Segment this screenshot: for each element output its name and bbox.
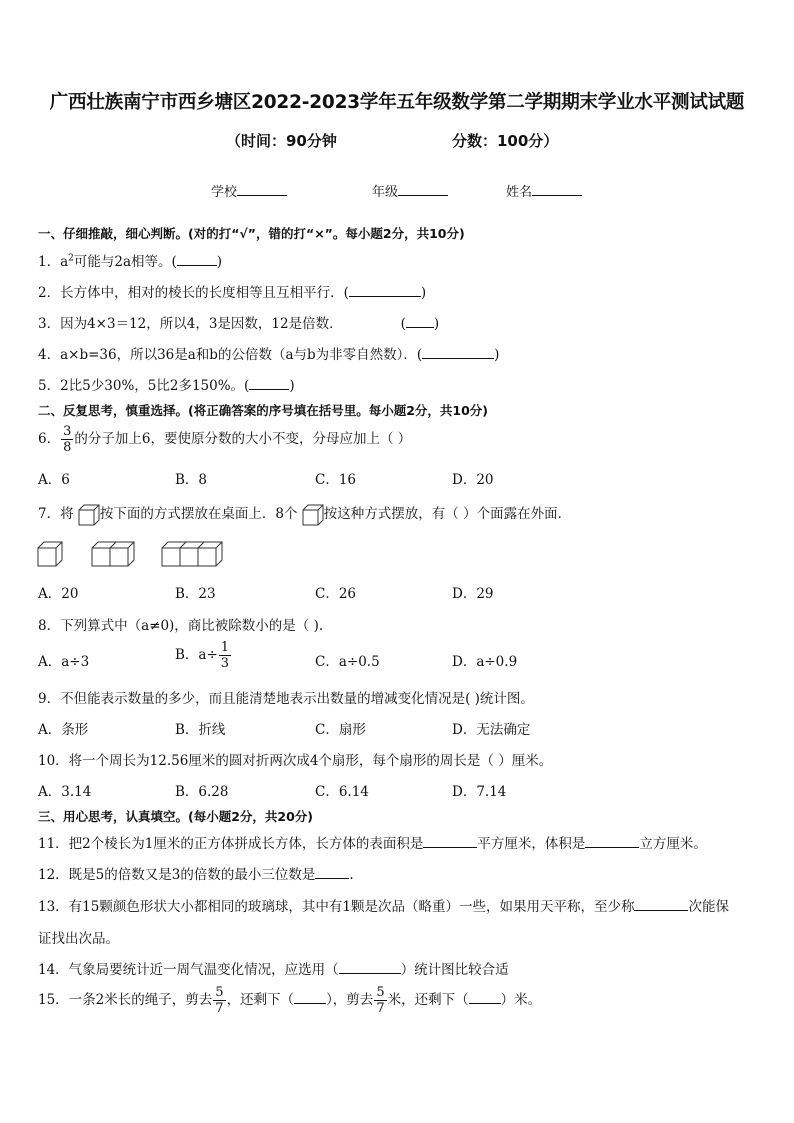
question-4: 4．a×b=36，所以36是a和b的公倍数（a与b为非零自然数）．( )	[38, 347, 500, 363]
cube-icon	[302, 504, 324, 526]
question-14: 14．气象局要统计近一周气温变化情况，应选用（ ）统计图比较合适	[38, 962, 509, 978]
cube-icon	[78, 504, 100, 526]
q7-option-d[interactable]: D．29	[452, 586, 494, 602]
question-6: 6． $\frac{3}{8}$ 的分子加上6，要使原分数的大小不变，分母应加上（ ）	[38, 424, 412, 455]
q6-option-a[interactable]: A．6	[38, 472, 70, 488]
q10-option-a[interactable]: A．3.14	[38, 784, 92, 800]
question-13: 13．有15颗颜色形状大小都相同的玻璃球，其中有1颗是次品（略重）一些，如果用天平称，至少称 次能保	[38, 899, 729, 915]
q10-option-b[interactable]: B．6.28	[175, 784, 229, 800]
school-field[interactable]	[211, 181, 287, 200]
answer-blank-1[interactable]	[177, 265, 217, 266]
answer-blank-5[interactable]	[249, 389, 289, 390]
q6-option-b[interactable]: B．8	[175, 472, 208, 488]
question-13-continued: 证找出次品。	[38, 931, 119, 947]
name-field[interactable]	[506, 181, 582, 200]
q6-option-d[interactable]: D．20	[452, 472, 494, 488]
school-label: 学校	[211, 185, 238, 200]
question-5: 5．2比5少30%，5比2多150%。( )	[38, 378, 295, 394]
fraction-5-7: $\frac{5}{7}$	[215, 985, 224, 1016]
grade-label: 年级	[372, 185, 399, 200]
question-9: 9．不但能表示数量的多少，而且能清楚地表示出数量的增减变化情况是( )统计图。	[38, 691, 534, 707]
answer-blank-11b[interactable]	[585, 847, 639, 848]
question-12: 12．既是5的倍数又是3的倍数的最小三位数是 .	[38, 867, 354, 883]
q8-option-a[interactable]: A．a÷3	[38, 654, 90, 670]
exam-score: 分数：100分）	[452, 132, 559, 150]
question-15: 15．一条2米长的绳子，剪去 $\frac{5}{7}$ ，还剩下（ ），剪去 $\frac{5}{7}$ 米，还剩下（ ）米。	[38, 985, 542, 1016]
answer-blank-2[interactable]	[349, 296, 421, 297]
fraction-5-7: $\frac{5}{7}$	[376, 985, 385, 1016]
q6-option-c[interactable]: C．16	[315, 472, 357, 488]
q10-option-d[interactable]: D．7.14	[452, 784, 507, 800]
q7-option-c[interactable]: C．26	[315, 586, 357, 602]
q8-option-c[interactable]: C．a÷0.5	[315, 654, 380, 670]
q7-option-b[interactable]: B．23	[175, 586, 216, 602]
section-1-heading: 一、仔细推敲，细心判断。(对的打“√”，错的打“×”。每小题2分，共10分)	[38, 226, 465, 241]
question-10: 10．将一个周长为12.56厘米的圆对折两次成4个扇形，每个扇形的周长是（ ）厘米。	[38, 753, 553, 769]
exam-time: （时间：90分钟	[226, 132, 337, 150]
answer-blank-4[interactable]	[422, 358, 494, 359]
fraction-3-8: $\frac{3}{8}$	[63, 424, 72, 455]
question-8: 8．下列算式中（a≠0)，商比被除数小的是（ ).	[38, 618, 324, 634]
question-2: 2．长方体中，相对的棱长的长度相等且互相平行．( )	[38, 285, 427, 301]
section-2-heading: 二、反复思考，慎重选择。(将正确答案的序号填在括号里。每小题2分，共10分)	[38, 403, 489, 418]
answer-blank-15b[interactable]	[469, 1003, 501, 1004]
grade-field[interactable]	[372, 181, 448, 200]
answer-blank-14[interactable]	[339, 973, 401, 974]
q8-option-b[interactable]: B．a÷ $\frac{1}{3}$	[175, 640, 230, 671]
name-label: 姓名	[506, 185, 533, 200]
answer-blank-3[interactable]	[406, 327, 434, 328]
q9-option-d[interactable]: D．无法确定	[452, 722, 531, 738]
answer-blank-12[interactable]	[315, 878, 349, 879]
fraction-1-3: $\frac{1}{3}$	[220, 640, 230, 671]
question-11: 11．把2个棱长为1厘米的正方体拼成长方体，长方体的表面积是 平方厘米，体积是 立方厘米。	[38, 836, 707, 852]
q10-option-c[interactable]: C．6.14	[315, 784, 369, 800]
q9-option-c[interactable]: C．扇形	[315, 722, 366, 738]
q9-option-b[interactable]: B．折线	[175, 722, 226, 738]
q8-option-d[interactable]: D．a÷0.9	[452, 654, 518, 670]
answer-blank-13[interactable]	[634, 910, 688, 911]
cube-arrangement-figure	[36, 540, 226, 568]
question-7: 7．将 按下面的方式摆放在桌面上．8个 按这种方式摆放，有（ ）个面露在外面．	[38, 502, 571, 526]
answer-blank-15a[interactable]	[294, 1003, 326, 1004]
answer-blank-11a[interactable]	[423, 847, 477, 848]
page-title: 广西壮族南宁市西乡塘区2022-2023学年五年级数学第二学期期末学业水平测试试题	[49, 92, 745, 113]
question-3: 3．因为4×3＝12，所以4，3是因数，12是倍数． ( )	[38, 316, 440, 332]
q7-option-a[interactable]: A．20	[38, 586, 79, 602]
section-3-heading: 三、用心思考，认真填空。(每小题2分，共20分)	[38, 809, 314, 824]
q9-option-a[interactable]: A．条形	[38, 722, 89, 738]
question-1: 1．$a^2$可能与2a相等。( )	[38, 253, 223, 270]
